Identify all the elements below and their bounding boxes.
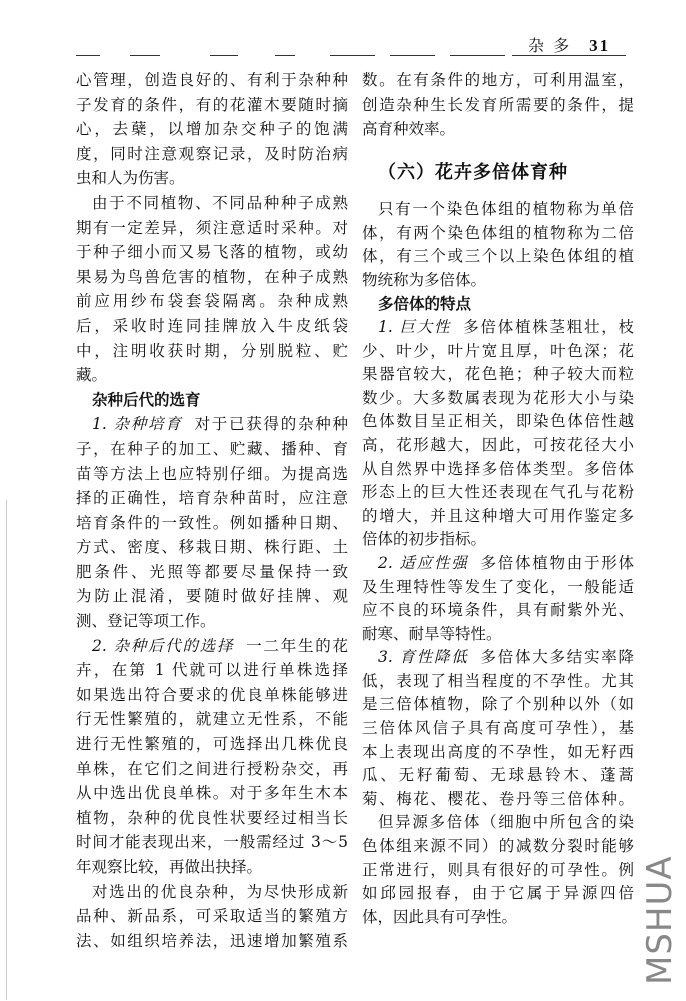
line-text: 心管理，创造良好的、有利于杂种种 [76, 71, 348, 89]
text-line [76, 68, 348, 93]
text-line [362, 363, 634, 387]
line-text: 菊、梅花、樱花、卷丹等三倍体种。 [362, 789, 634, 808]
text-line [76, 363, 348, 388]
line-text: 品种、新品系，可采取适当的繁殖方 [76, 907, 348, 926]
text-line [362, 528, 634, 552]
text-line [76, 240, 348, 265]
line-text: 正常进行，则具有很好的可孕性。例 [362, 860, 634, 879]
line-text: 低，表现了相当程度的不孕性。尤其 [362, 671, 634, 690]
subheading [76, 388, 348, 413]
line-text: 少、叶少，叶片宽且厚，叶色深；花 [362, 341, 634, 360]
line-text: 行无性繁殖的，就建立无性系，不能 [76, 710, 348, 729]
line-text: 卉，在第 1 代就可以进行单株选择 [76, 661, 348, 680]
header-rule-segment [210, 55, 238, 56]
line-text: 色体组来源不同）的减数分裂时能够 [362, 837, 634, 856]
text-line [362, 906, 634, 930]
line-text: 年观察比较，再做出抉择。 [76, 858, 263, 876]
text-line [362, 68, 634, 93]
section-heading: （六）花卉多倍体育种 [378, 162, 568, 183]
text-line [76, 142, 348, 167]
line-text: 但异源多倍体（细胞中所包含的染 [378, 813, 634, 832]
line-text: 藏。 [76, 366, 108, 385]
line-text: 测、登记等项工作。 [76, 612, 216, 631]
line-text: 体，有两个染色体组的植物称为二倍 [362, 223, 634, 242]
line-text: 培育条件的一致性。例如播种日期、 [76, 513, 348, 532]
text-line [362, 599, 634, 623]
text-line [76, 732, 348, 757]
line-text: 如邱园报春，由于它属于异源四倍 [362, 884, 634, 903]
text-line [362, 646, 634, 670]
line-text: 植物，杂种的优良性状要经过相当长 [76, 808, 348, 827]
text-line [76, 880, 348, 905]
text-line [76, 166, 348, 191]
text-line [362, 245, 634, 269]
header-rule-segment [76, 55, 100, 56]
line-text: 从中选出优良单株。对于多年生木本 [76, 784, 348, 803]
header-rule-segment [390, 55, 435, 56]
line-text: 进行无性繁殖的，可选择出几株优良 [76, 735, 348, 754]
text-line [362, 481, 634, 505]
text-line [76, 412, 348, 437]
text-line [362, 269, 634, 293]
line-text: 子发育的条件，有的花灌木要随时摘 [76, 95, 348, 114]
text-line [76, 486, 348, 511]
line-text: 单株，在它们之间进行授粉杂交，再 [76, 759, 348, 778]
text-line [362, 198, 634, 222]
line-text: 时间才能表现出来，一般需经过 3～5 [76, 833, 348, 852]
text-line [362, 835, 634, 859]
line-text: 只有一个染色体组的植物称为单倍 [378, 200, 634, 218]
line-text: 苗等方法上也应特别仔细。为提高选 [76, 464, 348, 483]
text-line [362, 576, 634, 600]
line-text: 度，同时注意观察记录，及时防治病 [76, 144, 348, 163]
line-text: 应不良的环境条件，具有耐紫外光、 [362, 601, 634, 620]
text-line [76, 904, 348, 929]
line-text: 于种子细小而又易飞落的植物，或幼 [76, 243, 348, 262]
item-label: 2. 适应性强 [378, 553, 469, 572]
line-text: 子，在种子的加工、贮藏、播种、育 [76, 439, 348, 458]
text-line [362, 387, 634, 411]
line-text: 瓜、无籽葡萄、无球悬铃木、蓬蒿 [362, 766, 634, 785]
text-line [76, 806, 348, 831]
line-text: 多倍体植物由于形体 [480, 553, 634, 572]
text-line [362, 623, 634, 647]
line-text: 及生理特性等发生了变化，一般能适 [362, 577, 634, 596]
line-text: 如果选出符合要求的优良单株能够进 [76, 685, 348, 704]
line-text: 色体数目呈正相关，即染色体倍性越 [362, 412, 634, 431]
line-text: 倍体的初步指标。 [362, 530, 487, 549]
line-text: 肥条件、光照等都要尽量保持一致 [76, 562, 348, 581]
header-rule-segment [275, 55, 295, 56]
line-text: 的增大，并且这种增大可用作鉴定多 [362, 506, 634, 525]
text-line [362, 788, 634, 812]
line-text: 虫和人为伤害。 [76, 169, 185, 188]
text-line [76, 560, 348, 585]
line-text: 形态上的巨大性还表现在气孔与花粉 [362, 483, 634, 502]
text-line [362, 764, 634, 788]
subheading [362, 292, 634, 316]
line-text: 期有一定差异，须注意适时采种。对 [76, 218, 348, 237]
line-text: 心，去蘖，以增加杂交种子的饱满 [76, 120, 348, 139]
text-line [362, 882, 634, 906]
line-text: 数。在有条件的地方，可利用温室， [362, 71, 634, 89]
text-line [362, 670, 634, 694]
text-line [76, 658, 348, 683]
right-column [362, 198, 634, 929]
text-line [76, 535, 348, 560]
right-column-top [362, 68, 634, 142]
left-column [76, 68, 348, 953]
line-text: 物统称为多倍体。 [362, 270, 487, 289]
line-text: 择的正确性，培育杂种苗时，应注意 [76, 489, 348, 508]
text-line [362, 811, 634, 835]
text-line [76, 707, 348, 732]
item-label: 3. 育性降低 [378, 648, 469, 667]
line-text: 多倍体植株茎粗壮，枝 [463, 317, 634, 336]
text-line [76, 437, 348, 462]
text-line [76, 191, 348, 216]
line-text: 高，花形越大，因此，可按花径大小 [362, 435, 634, 454]
text-line [362, 717, 634, 741]
text-line [76, 634, 348, 659]
text-line [76, 216, 348, 241]
text-line [362, 434, 634, 458]
item-label: 1. 杂种培育 [92, 415, 183, 434]
header-rule-segment [130, 55, 160, 56]
line-text: 耐寒、耐旱等特性。 [362, 624, 502, 643]
text-line [362, 552, 634, 576]
line-text: 对于已获得的杂种种 [194, 415, 348, 434]
text-line [76, 314, 348, 339]
text-line [362, 222, 634, 246]
running-title: 杂 多 [528, 36, 572, 55]
text-line [362, 458, 634, 482]
line-text: 是三倍体植物，除了个别种以外（如 [362, 695, 634, 714]
page-number: 31 [589, 36, 611, 55]
line-text: 方式、密度、移栽日期、株行距、土 [76, 538, 348, 557]
line-text: 法、如组织培养法，迅速增加繁殖系 [76, 931, 348, 950]
text-line [76, 855, 348, 880]
text-line [362, 316, 634, 340]
scan-edge-line [6, 500, 7, 1000]
line-text: 体，有三个或三个以上染色体组的植 [362, 247, 634, 266]
running-header [528, 33, 610, 56]
text-line [76, 683, 348, 708]
line-text: 果易为鸟兽危害的植物，在种子成熟 [76, 267, 348, 286]
text-line [76, 781, 348, 806]
text-line [76, 757, 348, 782]
text-line [76, 462, 348, 487]
line-text: 体，因此具有可孕性。 [362, 907, 518, 926]
line-text: 从自然界中选择多倍体类型。多倍体 [362, 459, 634, 478]
header-rule-segment [330, 55, 375, 56]
item-label: 1. 巨大性 [378, 317, 452, 336]
text-line [362, 340, 634, 364]
line-text: 果器官较大，花色艳；种子较大而粒 [362, 365, 634, 384]
text-line [362, 693, 634, 717]
line-text: 多倍体大多结实率降 [480, 648, 634, 667]
text-line [76, 511, 348, 536]
text-line [76, 830, 348, 855]
line-text: 为防止混淆，要随时做好挂牌、观 [76, 587, 348, 606]
text-line [76, 117, 348, 142]
line-text: 多倍体的特点 [378, 294, 472, 314]
line-text: 高育种效率。 [362, 120, 456, 139]
text-line [76, 584, 348, 609]
line-text: 本上表现出高度的不孕性，如无籽西 [362, 742, 634, 761]
header-rule [512, 55, 626, 56]
line-text: 由于不同植物、不同品种种子成熟 [92, 193, 348, 212]
text-line [76, 93, 348, 118]
line-text: 三倍体风信子具有高度可孕性），基 [362, 719, 634, 738]
line-text: 中，注明收获时期，分别脱粒、贮 [76, 341, 348, 360]
line-text: 前应用纱布袋套袋隔离。杂种成熟 [76, 292, 348, 311]
watermark: MSHUA [640, 855, 680, 985]
item-label: 2. 杂种后代的选择 [92, 636, 235, 655]
line-text: 一二年生的花 [246, 636, 348, 655]
line-text: 创造杂种生长发育所需要的条件，提 [362, 95, 634, 114]
header-rule-segment [450, 55, 505, 56]
line-text: 杂种后代的选育 [92, 389, 201, 409]
text-line [76, 929, 348, 954]
text-line [76, 265, 348, 290]
text-line [362, 741, 634, 765]
text-line [76, 289, 348, 314]
text-line [362, 93, 634, 118]
text-line [362, 410, 634, 434]
text-line [362, 117, 634, 142]
text-line [76, 609, 348, 634]
line-text: 后，采收时连同挂牌放入牛皮纸袋 [76, 316, 348, 335]
line-text: 数少。大多数属表现为花形大小与染 [362, 388, 634, 407]
line-text: 对选出的优良杂种，为尽快形成新 [92, 882, 348, 901]
text-line [76, 339, 348, 364]
text-line [362, 859, 634, 883]
text-line [362, 505, 634, 529]
